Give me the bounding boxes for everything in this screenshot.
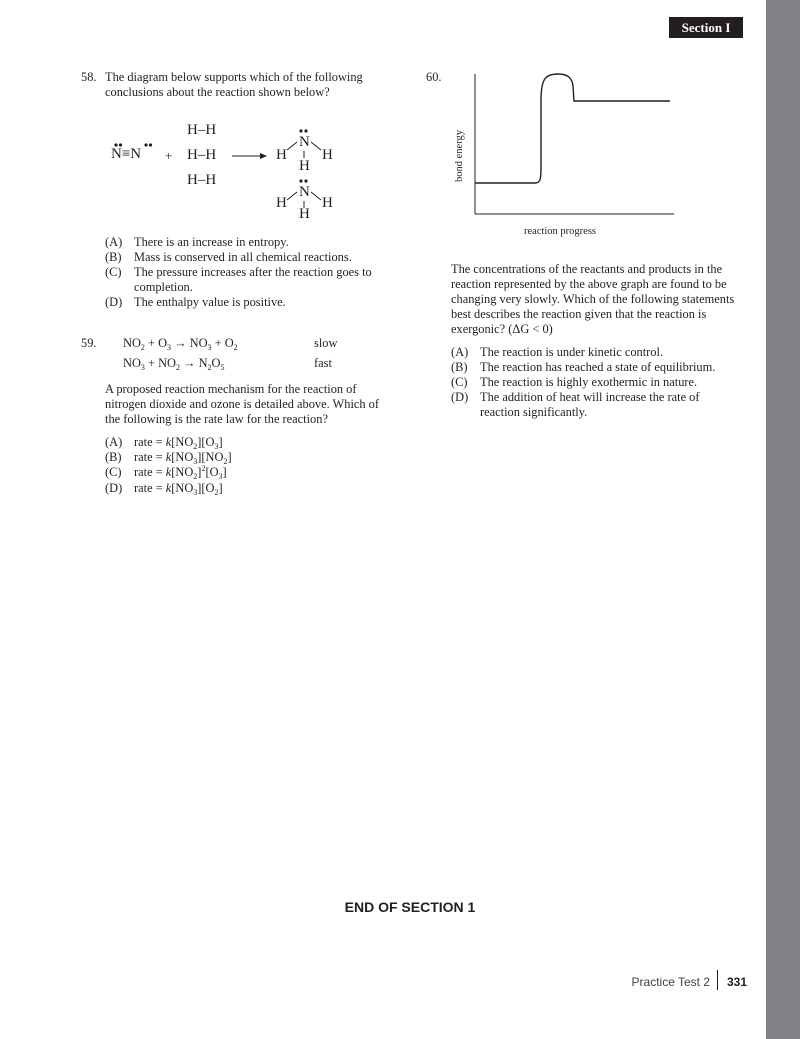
q59-option-d-text: rate = $k[NO_3][O_2]$ [134,481,223,497]
q59-option-c-letter: (C) [105,465,122,479]
q59-step-2-rate: fast [314,356,332,370]
graph-y-label: bond energy [454,129,465,182]
energy-curve [475,74,670,183]
q60-option-d-text2: reaction significantly. [480,405,588,419]
q58-option-c-letter: (C) [105,265,122,279]
q58-option-c-text: The pressure increases after the reaction goes to [134,265,372,279]
reaction-arrow-icon [232,150,268,162]
h2-molecule-2: H–H [187,147,217,163]
q58-option-d-text: The enthalpy value is positive. [134,295,286,309]
q59-option-b-text: rate = $k[NO_3][NO_2]$ [134,450,232,466]
q60-energy-graph [440,70,680,220]
q59-stem-line3: the following is the rate law for the reaction? [105,412,328,426]
ammonia-2-n: N [299,184,310,200]
q59-option-a-letter: (A) [105,435,123,449]
footer-divider [717,970,718,990]
q59-stem-line2: nitrogen dioxide and ozone is detailed above. Which of [105,397,380,411]
q60-option-a-text: The reaction is under kinetic control. [480,345,664,359]
section-tab: Section I [669,17,743,38]
q58-option-b-text: Mass is conserved in all chemical reactions. [134,250,352,264]
h2-molecule-1: H–H [187,122,217,138]
question-59-number: 59. [81,336,97,350]
q59-option-b-letter: (B) [105,450,122,464]
ammonia-2-h-left: H [276,195,287,211]
page-number: 331 [727,975,748,989]
end-of-section-label: END OF SECTION 1 [344,899,476,915]
q58-option-c-text2: completion. [134,280,193,294]
ammonia-1-h-right: H [322,147,333,163]
sidebar-bar [766,0,800,1039]
q59-mechanism-step-1: $NO_2 + O_3 \to NO_3 + O_2$ [123,336,238,352]
q60-option-c-letter: (C) [451,375,468,389]
q60-stem-line1: The concentrations of the reactants and products in the [451,262,723,276]
q60-option-a-letter: (A) [451,345,469,359]
q58-option-a-letter: (A) [105,235,123,249]
ammonia-1-h-bottom: H [299,158,310,174]
n2-molecule: N≡N [111,146,142,162]
q58-option-a-text: There is an increase in entropy. [134,235,289,249]
q60-stem-line4: best describes the reaction given that the reaction is [451,307,707,321]
q59-mechanism-step-2: $NO_3 + NO_2 \to N_2O_5$ [123,356,225,372]
q60-stem-line2: reaction represented by the above graph are found to be [451,277,727,291]
h2-molecule-3: H–H [187,172,217,188]
question-60-number: 60. [426,70,442,84]
q59-option-d-letter: (D) [105,481,123,495]
q59-step-1-rate: slow [314,336,338,350]
q60-option-d-text: The addition of heat will increase the rate of [480,390,700,404]
q60-stem-line5: exergonic? (ΔG < 0) [451,322,553,336]
q60-option-d-letter: (D) [451,390,469,404]
q59-option-c-text: rate = $k[NO_2]^2[O_3]$ [134,464,227,481]
ammonia-2-h-bottom: H [299,206,310,222]
ammonia-2-h-right: H [322,195,333,211]
question-58-stem-line1: The diagram below supports which of the following [105,70,363,84]
q58-option-d-letter: (D) [105,295,123,309]
plus-sign: + [165,148,173,163]
q59-option-a-text: rate = $k[NO_2][O_3]$ [134,435,223,451]
question-58-stem-line2: conclusions about the reaction shown below? [105,85,330,99]
q58-option-b-letter: (B) [105,250,122,264]
q60-option-c-text: The reaction is highly exothermic in nature. [480,375,698,389]
q60-option-b-letter: (B) [451,360,468,374]
ammonia-1-n: N [299,134,310,150]
footer-test-label: Practice Test 2 [631,975,710,989]
q60-stem-line3: changing very slowly. Which of the following statements [451,292,735,306]
question-58-number: 58. [81,70,97,84]
graph-x-label: reaction progress [524,226,597,237]
ammonia-1-h-left: H [276,147,287,163]
q59-stem-line1: A proposed reaction mechanism for the reaction of [105,382,357,396]
q60-option-b-text: The reaction has reached a state of equilibrium. [480,360,716,374]
